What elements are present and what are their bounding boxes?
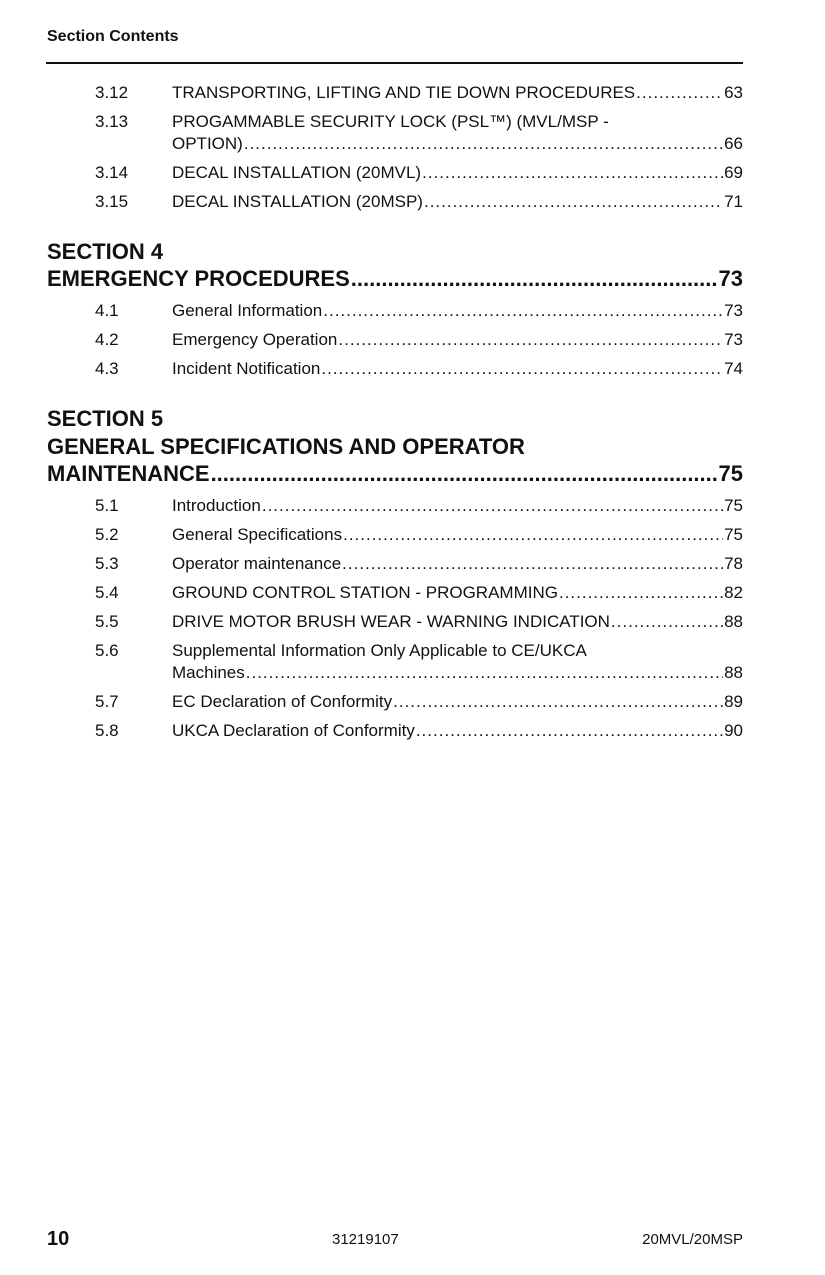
toc-entry-number: 4.1 bbox=[95, 301, 119, 320]
section-title-line2: MAINTENANCE bbox=[47, 461, 210, 486]
toc-entry-page: 73 bbox=[724, 330, 743, 349]
toc-entry-page: 63 bbox=[724, 83, 743, 102]
toc-entry-number: 4.2 bbox=[95, 330, 119, 349]
toc-entry-number: 5.8 bbox=[95, 721, 119, 740]
toc-entry-page: 88 bbox=[724, 663, 743, 682]
toc-entry-page: 75 bbox=[724, 525, 743, 544]
toc-entry-5-3[interactable] bbox=[47, 553, 743, 575]
toc-entry-page: 75 bbox=[724, 496, 743, 515]
header-divider bbox=[46, 62, 743, 64]
toc-entry-title: General Specifications bbox=[172, 525, 343, 544]
toc-entry-5-5[interactable] bbox=[47, 611, 743, 633]
toc-entry-5-6[interactable] bbox=[47, 640, 743, 684]
section-title: EMERGENCY PROCEDURES bbox=[47, 266, 350, 291]
toc-entry-3-13[interactable] bbox=[47, 111, 743, 155]
toc-entry-number: 3.15 bbox=[95, 192, 129, 211]
section-label: SECTION 5 bbox=[47, 406, 164, 431]
toc-entry-number: 5.6 bbox=[95, 641, 119, 660]
toc-entry-number: 5.5 bbox=[95, 612, 119, 631]
dot-leader bbox=[343, 524, 723, 546]
dot-leader bbox=[338, 329, 723, 351]
dot-leader bbox=[211, 461, 718, 487]
toc-entry-page: 90 bbox=[724, 721, 743, 740]
section-4-heading[interactable] bbox=[47, 238, 743, 292]
toc-entry-page: 69 bbox=[724, 163, 743, 182]
toc-entry-title-line2: Machines bbox=[172, 663, 245, 682]
dot-leader bbox=[351, 266, 718, 292]
dot-leader bbox=[323, 300, 723, 322]
toc-entry-title-line1: Supplemental Information Only Applicable to CE/UKCA bbox=[172, 641, 587, 660]
dot-leader bbox=[393, 691, 723, 713]
toc-entry-number: 4.3 bbox=[95, 359, 119, 378]
toc-entry-title: GROUND CONTROL STATION - PROGRAMMING bbox=[172, 583, 558, 602]
toc-entry-4-1[interactable] bbox=[47, 300, 743, 322]
toc-entry-page: 82 bbox=[724, 583, 743, 602]
dot-leader bbox=[422, 162, 723, 184]
toc-entry-number: 5.2 bbox=[95, 525, 119, 544]
section-5-heading[interactable] bbox=[47, 405, 743, 487]
toc-entry-5-4[interactable] bbox=[47, 582, 743, 604]
section-title-line1: GENERAL SPECIFICATIONS AND OPERATOR bbox=[47, 434, 525, 459]
dot-leader bbox=[342, 553, 723, 575]
footer-document-number: 31219107 bbox=[332, 1231, 399, 1248]
toc-entry-title: TRANSPORTING, LIFTING AND TIE DOWN PROCEDURES bbox=[172, 83, 636, 102]
toc-entry-number: 3.13 bbox=[95, 112, 129, 131]
toc-entry-title: UKCA Declaration of Conformity bbox=[172, 721, 415, 740]
toc-entry-page: 66 bbox=[724, 134, 743, 153]
toc-entry-page: 88 bbox=[724, 612, 743, 631]
toc-entry-title: DRIVE MOTOR BRUSH WEAR - WARNING INDICATION bbox=[172, 612, 610, 631]
toc-entry-title: General Information bbox=[172, 301, 323, 320]
toc-entry-title-line1: PROGAMMABLE SECURITY LOCK (PSL™) (MVL/MSP - bbox=[172, 112, 609, 131]
dot-leader bbox=[244, 133, 723, 155]
toc-entry-5-1[interactable] bbox=[47, 495, 743, 517]
toc-entry-5-8[interactable] bbox=[47, 720, 743, 742]
toc-entry-4-2[interactable] bbox=[47, 329, 743, 351]
section-page: 73 bbox=[718, 266, 743, 291]
toc-entry-title: Introduction bbox=[172, 496, 261, 515]
toc-entry-title: Incident Notification bbox=[172, 359, 321, 378]
dot-leader bbox=[416, 720, 723, 742]
table-of-contents bbox=[47, 82, 743, 749]
toc-entry-title: Operator maintenance bbox=[172, 554, 342, 573]
page-header-title: Section Contents bbox=[47, 28, 179, 45]
toc-entry-3-15[interactable] bbox=[47, 191, 743, 213]
toc-entry-title: Emergency Operation bbox=[172, 330, 338, 349]
toc-entry-5-2[interactable] bbox=[47, 524, 743, 546]
dot-leader bbox=[636, 82, 723, 104]
toc-entry-page: 78 bbox=[724, 554, 743, 573]
section-page: 75 bbox=[718, 461, 743, 486]
dot-leader bbox=[424, 191, 723, 213]
toc-entry-number: 5.4 bbox=[95, 583, 119, 602]
toc-entry-page: 74 bbox=[724, 359, 743, 378]
toc-entry-title: DECAL INSTALLATION (20MVL) bbox=[172, 163, 422, 182]
dot-leader bbox=[246, 662, 723, 684]
toc-entry-title-line2: OPTION) bbox=[172, 134, 243, 153]
toc-entry-number: 3.12 bbox=[95, 83, 129, 102]
toc-entry-page: 89 bbox=[724, 692, 743, 711]
toc-entry-number: 5.1 bbox=[95, 496, 119, 515]
footer-page-number: 10 bbox=[47, 1228, 70, 1250]
toc-entry-4-3[interactable] bbox=[47, 358, 743, 380]
toc-entry-number: 3.14 bbox=[95, 163, 129, 182]
dot-leader bbox=[559, 582, 723, 604]
toc-entry-page: 73 bbox=[724, 301, 743, 320]
section-label: SECTION 4 bbox=[47, 239, 164, 264]
toc-entry-3-14[interactable] bbox=[47, 162, 743, 184]
toc-entry-title: DECAL INSTALLATION (20MSP) bbox=[172, 192, 423, 211]
footer-model-name: 20MVL/20MSP bbox=[642, 1231, 743, 1248]
toc-entry-page: 71 bbox=[724, 192, 743, 211]
toc-entry-3-12[interactable] bbox=[47, 82, 743, 104]
dot-leader bbox=[321, 358, 723, 380]
dot-leader bbox=[262, 495, 723, 517]
toc-entry-number: 5.7 bbox=[95, 692, 119, 711]
toc-entry-5-7[interactable] bbox=[47, 691, 743, 713]
toc-entry-number: 5.3 bbox=[95, 554, 119, 573]
dot-leader bbox=[611, 611, 723, 633]
toc-entry-title: EC Declaration of Conformity bbox=[172, 692, 393, 711]
